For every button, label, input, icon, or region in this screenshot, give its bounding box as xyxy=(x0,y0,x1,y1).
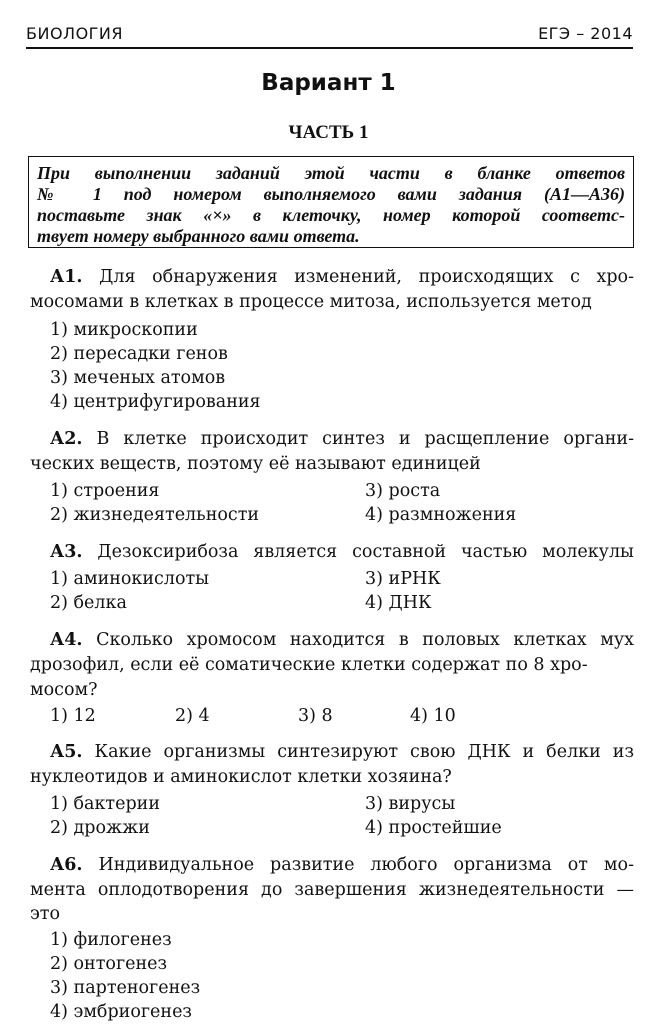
answer-option: 2) жизнедеятельности xyxy=(50,505,260,525)
part-title: ЧАСТЬ 1 xyxy=(288,122,369,143)
instructions-line: твует номеру выбранного вами ответа. xyxy=(37,226,360,246)
answer-option: 1) аминокислоты xyxy=(50,569,210,589)
question-number: А1. xyxy=(50,267,83,287)
question-text: это xyxy=(30,904,61,924)
question-number: А3. xyxy=(50,542,83,562)
question-text: дрозофил, если её соматические клетки содержат по 8 хро- xyxy=(30,655,588,675)
question-text: А1. Для обнаружения изменений, происходящих с хро- xyxy=(50,267,634,287)
answer-option: 1) бактерии xyxy=(50,794,160,814)
answer-option: 2) дрожжи xyxy=(50,818,150,838)
header-rule xyxy=(26,47,633,49)
exam-label: ЕГЭ – 2014 xyxy=(538,24,633,43)
question-text: А5. Какие организмы синтезируют свою ДНК и белки из xyxy=(50,742,634,762)
question-text: нуклеотидов и аминокислот клетки хозяина? xyxy=(30,767,452,787)
page-header xyxy=(26,20,633,46)
answer-option: 2) белка xyxy=(50,593,127,613)
answer-option: 4) простейшие xyxy=(365,818,502,838)
answer-option: 1) филогенез xyxy=(50,930,172,950)
answer-option: 4) 10 xyxy=(410,706,456,726)
answer-option: 4) размножения xyxy=(365,505,517,525)
answer-option: 3) роста xyxy=(365,481,441,501)
question-text: ческих веществ, поэтому её называют единицей xyxy=(30,454,481,474)
question-text: А6. Индивидуальное развитие любого организма от мо- xyxy=(50,855,634,875)
instructions-box xyxy=(28,156,634,248)
question-text: А4. Сколько хромосом находится в половых клетках мух xyxy=(50,630,634,650)
question-number: А4. xyxy=(50,630,83,650)
answer-option: 4) ДНК xyxy=(365,593,432,613)
instructions-line: № 1 под номером выполняемого вами задания (А1—А36) xyxy=(37,184,625,204)
answer-option: 1) микроскопии xyxy=(50,320,198,340)
answer-option: 4) центрифугирования xyxy=(50,392,261,412)
variant-title: Вариант 1 xyxy=(261,70,396,96)
answer-option: 3) иРНК xyxy=(365,569,441,589)
answer-option: 1) 12 xyxy=(50,706,96,726)
question-number: А6. xyxy=(50,855,83,875)
question-number: А2. xyxy=(50,429,83,449)
answer-option: 3) меченых атомов xyxy=(50,368,226,388)
answer-option: 2) онтогенез xyxy=(50,954,168,974)
question-text: мосомами в клетках в процессе митоза, используется метод xyxy=(30,292,592,312)
question-text: мента оплодотворения до завершения жизнедеятельности — xyxy=(30,880,634,900)
answer-option: 4) эмбриогенез xyxy=(50,1002,192,1022)
question-number: А5. xyxy=(50,742,83,762)
answer-option: 2) пересадки генов xyxy=(50,344,228,364)
answer-option: 1) строения xyxy=(50,481,160,501)
question-text: мосом? xyxy=(30,680,98,700)
answer-option: 3) вирусы xyxy=(365,794,456,814)
instructions-line: При выполнении заданий этой части в бланке ответов xyxy=(37,163,625,183)
answer-option: 3) партеногенез xyxy=(50,978,201,998)
question-text: А2. В клетке происходит синтез и расщепление органи- xyxy=(50,429,634,449)
question-text: А3. Дезоксирибоза является составной частью молекулы xyxy=(50,542,634,562)
instructions-line: поставьте знак «×» в клеточку, номер которой соответс- xyxy=(37,205,625,225)
answer-option: 2) 4 xyxy=(175,706,210,726)
answer-option: 3) 8 xyxy=(298,706,333,726)
subject-label: БИОЛОГИЯ xyxy=(26,24,124,43)
